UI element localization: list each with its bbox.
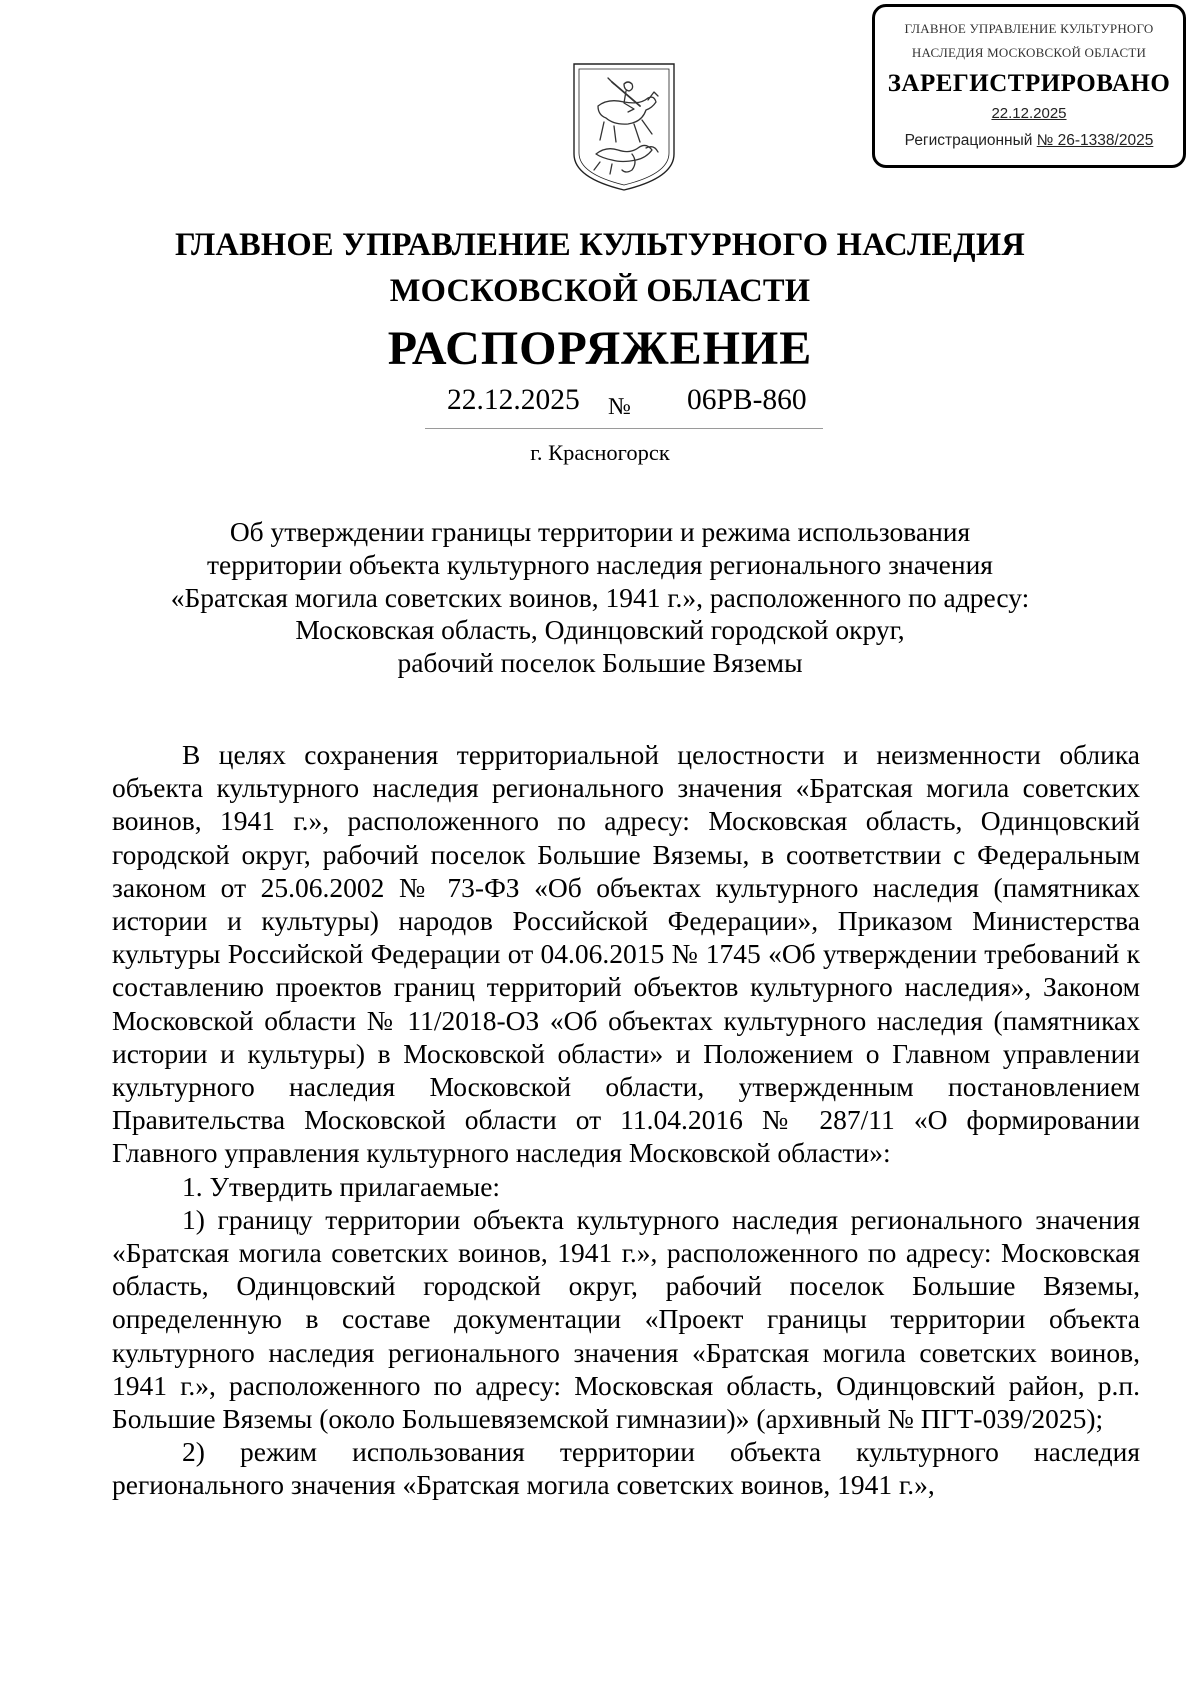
subject-line: рабочий поселок Большие Вяземы [397,647,803,679]
registration-stamp [872,4,1186,168]
stamp-organization [875,17,1183,65]
subject-line: Московская область, Одинцовский городской округ, [295,614,905,646]
org-title-line-1: ГЛАВНОЕ УПРАВЛЕНИЕ КУЛЬТУРНОГО НАСЛЕДИЯ [174,227,1026,263]
stamp-date: 22.12.2025 [991,105,1067,122]
body-paragraph-item-1: 1. Утвердить прилагаемые: [182,1170,501,1202]
body-paragraph-item-1-2: 2) режим использования территории объекта культурного наследия регионального значения «Братская могила советских воинов, 1941 г.», [112,1436,1140,1501]
stamp-org-line-1: ГЛАВНОЕ УПРАВЛЕНИЕ КУЛЬТУРНОГО [904,21,1154,36]
document-type: РАСПОРЯЖЕНИЕ [387,322,813,375]
number-sign: № [608,394,631,420]
document-city: г. Красногорск [530,440,670,465]
body-paragraph-item-1-1: 1) границу территории объекта культурного наследия регионального значения «Братская могила советских воинов, 1941 г.», расположенного по адресу: Московская область, Одинцовский городской округ, рабочий поселок Большие Вяземы, определенную в составе документации «Проект границы территории объекта культурного наследия регионального значения «Братская могила советских воинов, 1941 г.», расположенного по адресу: Московская область, Одинцовский район, р.п. Большие Вяземы (около Большевяземской гимназии)» (архивный № ПГТ-039/2025); [112,1203,1140,1435]
stamp-registration-number [875,132,1183,150]
document-date-number-row [425,384,823,429]
document-number: 06РВ-860 [687,384,807,416]
subject-line: «Братская могила советских воинов, 1941 г.», расположенного по адресу: [170,581,1030,613]
stamp-reg-prefix: Регистрационный [904,132,1037,149]
stamp-org-line-2: НАСЛЕДИЯ МОСКОВСКОЙ ОБЛАСТИ [911,45,1147,60]
issuing-organization-title [0,222,1200,314]
subject-line: Об утверждении границы территории и режима использования [229,516,971,547]
stamp-status: ЗАРЕГИСТРИРОВАНО [887,70,1171,97]
stamp-reg-number: № 26-1338/2025 [1036,132,1154,149]
moscow-oblast-coat-of-arms-icon [568,58,680,194]
document-subject [0,516,1200,680]
body-paragraph-preamble: В целях сохранения территориальной целостности и неизменности облика объекта культурного наследия регионального значения «Братская могила советских воинов, 1941 г.», расположенного по адресу: Московская область, Одинцовский городской округ, рабочий поселок Большие Вяземы, в соответствии с Федеральным законом от 25.06.2002 № 73-ФЗ «Об объектах культурного наследия (памятниках истории и культуры) народов Российской Федерации», Приказом Министерства культуры Российской Федерации от 04.06.2015 № 1745 «Об утверждении требований к составлению проектов границ территорий объектов культурного наследия», Законом Московской области № 11/2018-ОЗ «Об объектах культурного наследия (памятниках истории и культуры) в Московской области» и Положением о Главном управлении культурного наследия Московской области, утвержденным постановлением Правительства Московской области от 11.04.2016 № 287/11 «О формировании Главного управления культурного наследия Московской области»: [112,739,1140,1169]
org-title-line-2: МОСКОВСКОЙ ОБЛАСТИ [389,273,811,309]
subject-line: территории объекта культурного наследия регионального значения [207,548,993,580]
document-body [112,738,1140,1502]
document-date: 22.12.2025 [447,384,580,416]
